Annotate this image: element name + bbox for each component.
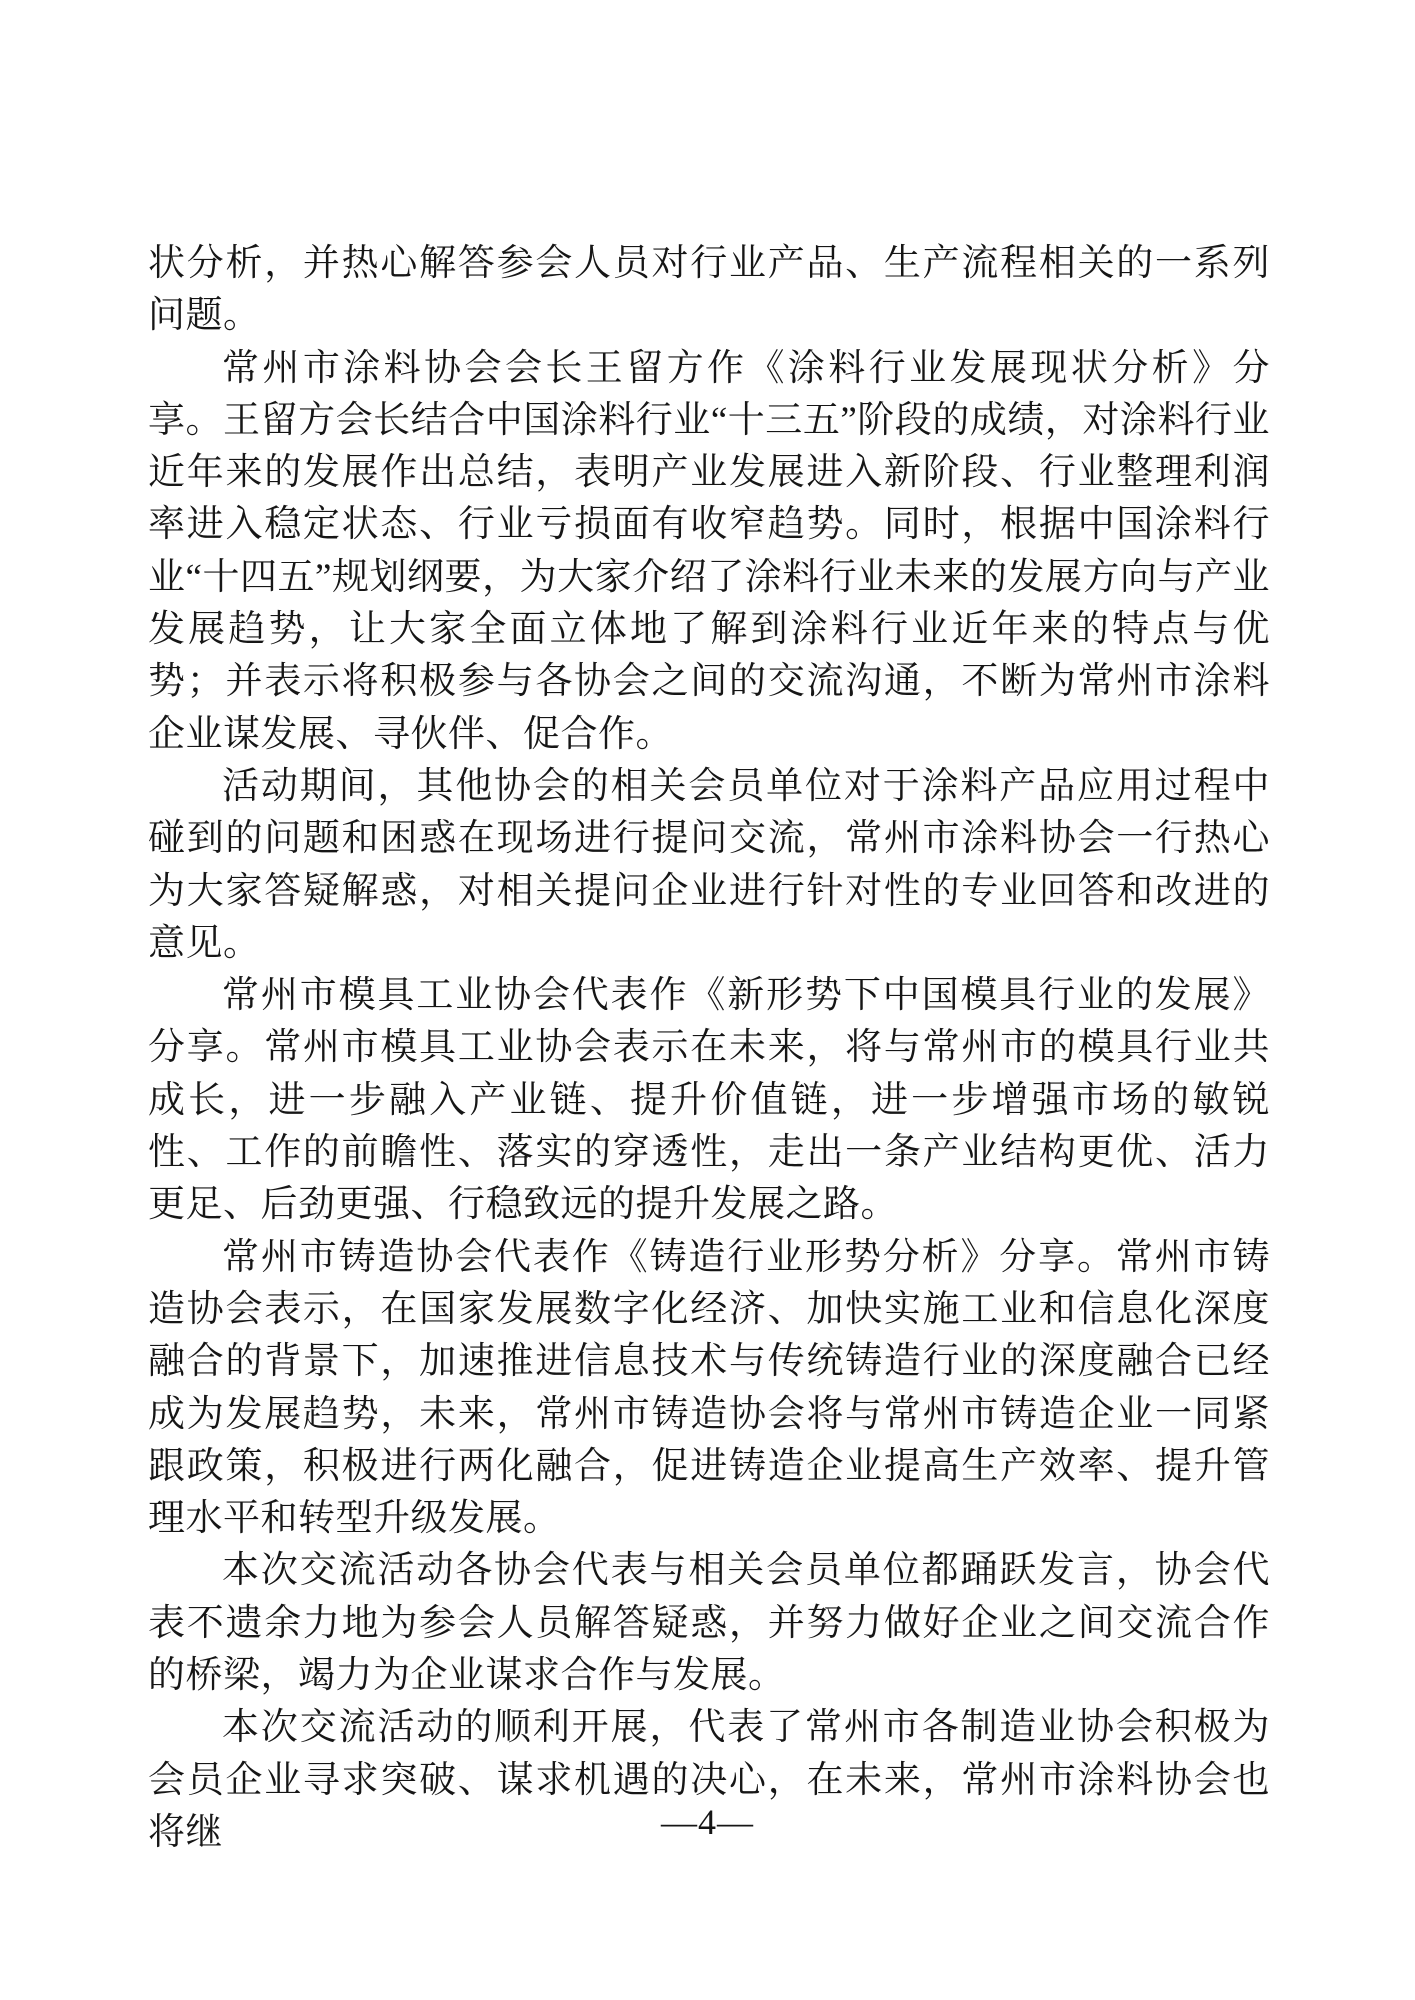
paragraph: 状分析，并热心解答参会人员对行业产品、生产流程相关的一系列问题。 xyxy=(148,243,1270,337)
document-body xyxy=(148,238,1270,1859)
paragraph: 常州市涂料协会会长王留方作《涂料行业发展现状分析》分享。王留方会长结合中国涂料行业“十三五”阶段的成绩，对涂料行业近年来的发展作出总结，表明产业发展进入新阶段、行业整理利润率进入稳定状态、行业亏损面有收窄趋势。同时，根据中国涂料行业“十四五”规划纲要，为大家介绍了涂料行业未来的发展方向与产业发展趋势，让大家全面立体地了解到涂料行业近年来的特点与优势；并表示将积极参与各协会之间的交流沟通，不断为常州市涂料企业谋发展、寻伙伴、促合作。 xyxy=(148,347,1270,755)
page-number: —4— xyxy=(661,1802,754,1842)
paragraph: 本次交流活动的顺利开展，代表了常州市各制造业协会积极为会员企业寻求突破、谋求机遇的决心，在未来，常州市涂料协会也将继 xyxy=(148,1707,1270,1853)
paragraph: 常州市模具工业协会代表作《新形势下中国模具行业的发展》分享。常州市模具工业协会表示在未来，将与常州市的模具行业共成长，进一步融入产业链、提升价值链，进一步增强市场的敏锐性、工作的前瞻性、落实的穿透性，走出一条产业结构更优、活力更足、后劲更强、行稳致远的提升发展之路。 xyxy=(148,975,1270,1226)
paragraph: 本次交流活动各协会代表与相关会员单位都踊跃发言，协会代表不遗余力地为参会人员解答疑惑，并努力做好企业之间交流合作的桥梁，竭力为企业谋求合作与发展。 xyxy=(148,1550,1270,1697)
paragraph: 活动期间，其他协会的相关会员单位对于涂料产品应用过程中碰到的问题和困惑在现场进行提问交流，常州市涂料协会一行热心为大家答疑解惑，对相关提问企业进行针对性的专业回答和改进的意见。 xyxy=(148,765,1270,964)
paragraph: 常州市铸造协会代表作《铸造行业形势分析》分享。常州市铸造协会表示，在国家发展数字化经济、加快实施工业和信息化深度融合的背景下，加速推进信息技术与传统铸造行业的深度融合已经成为发展趋势，未来，常州市铸造协会将与常州市铸造企业一同紧跟政策，积极进行两化融合，促进铸造企业提高生产效率、提升管理水平和转型升级发展。 xyxy=(148,1236,1270,1540)
